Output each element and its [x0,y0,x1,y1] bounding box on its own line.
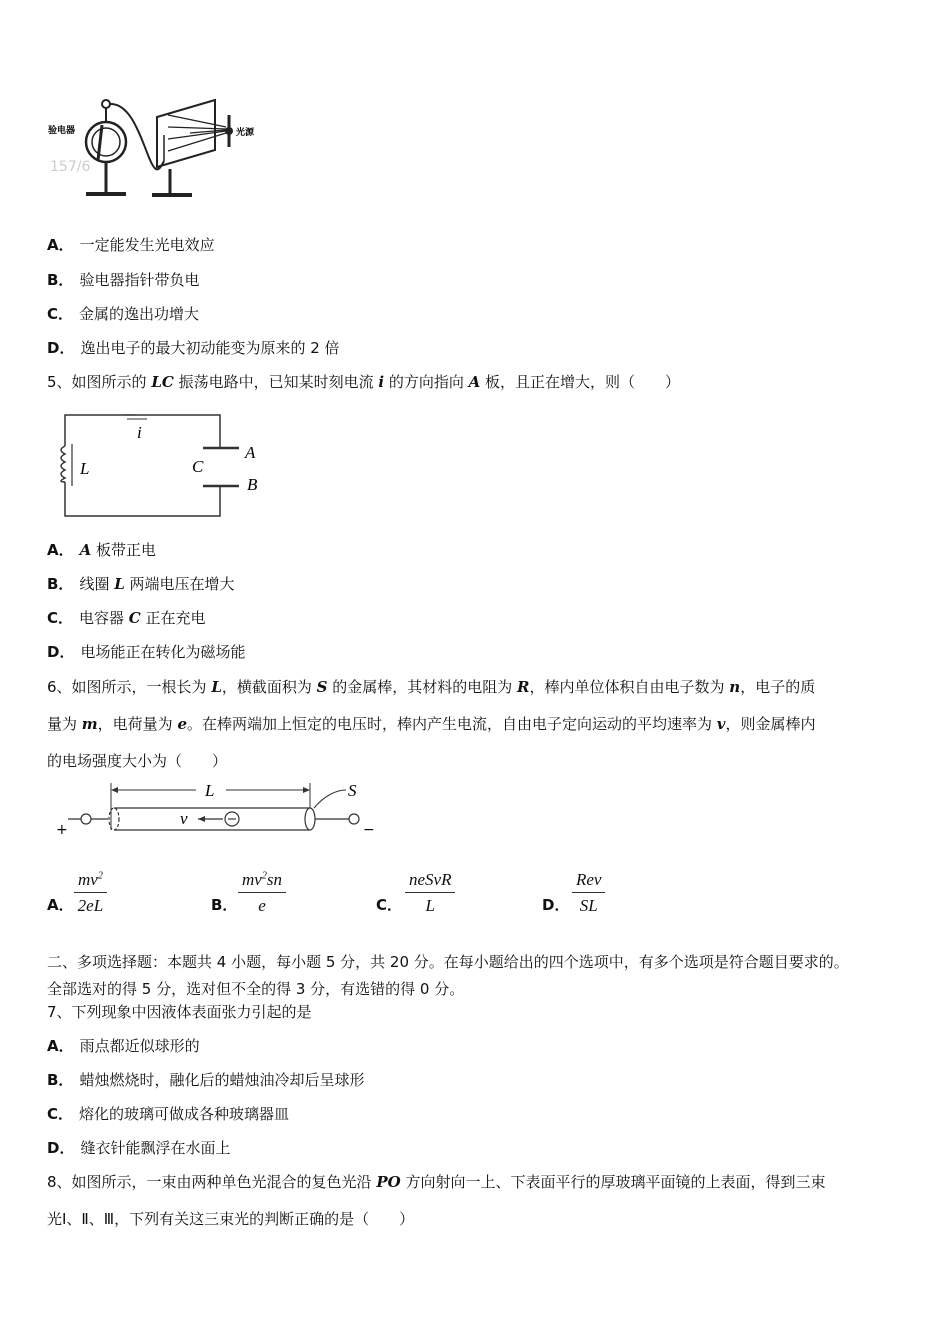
q4-option-d[interactable]: D． 逸出电子的最大初动能变为原来的 2 倍 [47,339,340,357]
q6-option-d-fraction[interactable]: Rev SL [572,870,605,916]
q5-option-d[interactable]: D． 电场能正在转化为磁场能 [47,643,246,661]
q5-option-b[interactable]: B． 线圈 L 两端电压在增大 [47,575,235,593]
q7-option-a[interactable]: A． 雨点都近似球形的 [47,1037,200,1055]
q8-stem-line1: 8、如图所示，一束由两种单色光混合的复色光沿 PO 方向射向一上、下表面平行的厚玻璃平面镜的上表面，得到三束 [47,1173,826,1191]
electroscope-figure [40,95,280,210]
section2-instructions-line1: 二、多项选择题：本题共 4 小题，每小题 5 分，共 20 分。在每小题给出的四个选项中，有多个选项是符合题目要求的。 [47,953,849,971]
current-label-i: i [137,423,142,442]
q6-option-c-letter[interactable]: C． [376,896,403,914]
q8-stem-line2: 光Ⅰ、Ⅱ、Ⅲ，下列有关这三束光的判断正确的是（ ） [47,1210,415,1228]
q6-stem-line1: 6、如图所示，一根长为 L，横截面积为 S 的金属棒，其材料的电阻为 R，棒内单位体积自由电子数为 n，电子的质 [47,678,816,696]
metal-rod-figure [48,778,388,838]
q6-option-d-letter[interactable]: D． [542,896,570,914]
light-source-label: 光源 [236,128,255,138]
faint-watermark: 157/6 [50,159,91,175]
q7-option-c[interactable]: C． 熔化的玻璃可做成各种玻璃器皿 [47,1105,290,1123]
q4-option-a[interactable]: A． 一定能发生光电效应 [47,236,215,254]
inductor-label-L: L [80,459,90,478]
q6-option-b-fraction[interactable]: $mv^2sn$ e [238,870,286,916]
section2-instructions-line2: 全部选对的得 5 分，选对但不全的得 3 分，有选错的得 0 分。 [47,980,465,998]
q4-option-b[interactable]: B． 验电器指针带负电 [47,271,200,289]
plate-label-A: A [245,443,256,462]
q6-option-a-letter[interactable]: A． [47,896,74,914]
velocity-label-v: v [180,809,188,828]
q6-option-a-fraction[interactable]: $mv^2$ 2eL [74,870,107,916]
positive-terminal: + [56,822,68,838]
q6-option-b-letter[interactable]: B． [211,896,238,914]
q6-stem-line2: 量为 m，电荷量为 e。在棒两端加上恒定的电压时，棒内产生电流，自由电子定向运动的平均速率为 v，则金属棒内 [47,715,816,733]
q5-stem: 5、如图所示的 LC 振荡电路中，已知某时刻电流 i 的方向指向 A 板，且正在增大，则（ ） [47,373,681,391]
q7-option-b[interactable]: B． 蜡烛燃烧时，融化后的蜡烛油冷却后呈球形 [47,1071,365,1089]
q4-option-c[interactable]: C． 金属的逸出功增大 [47,305,200,323]
capacitor-label-C: C [192,457,204,476]
q7-option-d[interactable]: D． 缝衣针能飘浮在水面上 [47,1139,231,1157]
q5-option-a[interactable]: A． A 板带正电 [47,541,157,559]
length-label-L: L [205,781,215,800]
q6-option-c-fraction[interactable]: neSvR L [405,870,455,916]
q5-option-c[interactable]: C． 电容器 C 正在充电 [47,609,206,627]
q6-stem-line3: 的电场强度大小为（ ） [47,752,228,770]
plate-label-B: B [247,475,258,494]
lc-circuit-figure [55,410,275,522]
electroscope-label: 验电器 [48,126,76,136]
negative-terminal: − [363,822,375,838]
q7-stem: 7、下列现象中因液体表面张力引起的是 [47,1003,312,1021]
area-label-S: S [348,781,357,800]
